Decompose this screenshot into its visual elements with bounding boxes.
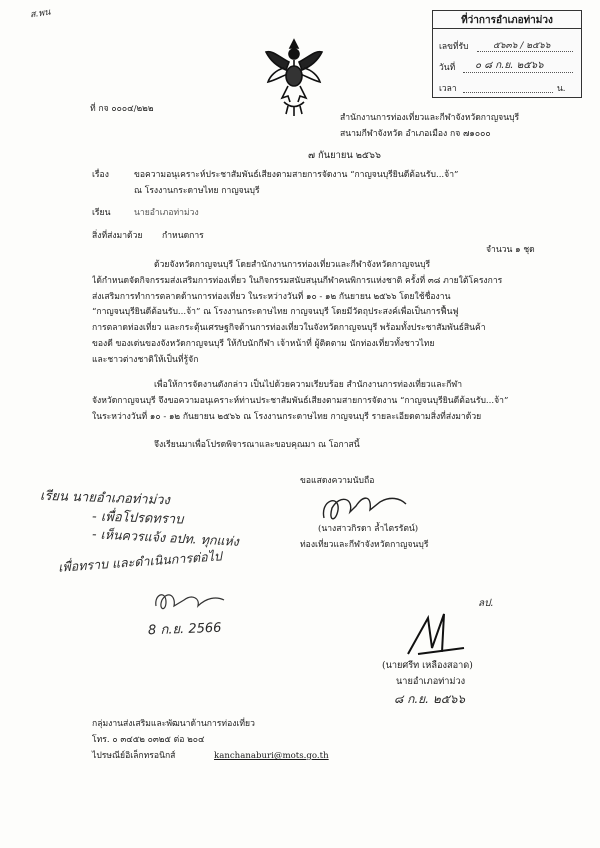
subject-line-1: ขอความอนุเคราะห์ประชาสัมพันธ์เสียงตามสายการจัดงาน “กาญจนบุรียินดีต้อนรับ...จ้า” <box>134 170 459 180</box>
corner-note: ส.พน <box>29 7 52 21</box>
stamp-receive-label: เลขที่รับ <box>439 42 469 52</box>
handwritten-initials-mark <box>150 586 230 616</box>
handwritten-note-line-4: เพื่อทราบ และดำเนินการต่อไป <box>57 548 223 575</box>
paragraph-line: ของดี ของเด่นของจังหวัดกาญจนบุรี ให้กับนักกีฬา เจ้าหน้าที่ ผู้ติดตาม นักท่องเที่ยวทั้งชาวไทย <box>92 338 435 349</box>
footer-phone: โทร. ๐ ๓๔๕๒ ๐๓๒๕ ต่อ ๒๐๔ <box>92 735 205 745</box>
approval-signature-mark <box>398 608 478 660</box>
document-date: ๗ กันยายน ๒๕๖๖ <box>308 150 381 161</box>
paragraph-line: การตลาดท่องเที่ยว และกระตุ้นเศรษฐกิจด้านการท่องเที่ยวในจังหวัดกาญจนบุรี พร้อมทั้งประชาสัมพันธ์สินค้า <box>92 323 486 334</box>
handwritten-note-line-2: - เพื่อโปรดทราบ <box>91 509 184 528</box>
paragraph-line: เพื่อให้การจัดงานดังกล่าว เป็นไปด้วยความเรียบร้อย สำนักงานการท่องเที่ยวและกีฬา <box>154 380 463 390</box>
paragraph-line: ในระหว่างวันที่ ๑๐ - ๑๒ กันยายน ๒๕๖๖ ณ โรงงานกระดาษไทย กาญจนบุรี รายละเอียดตามสิ่งที่ส่งมาด้วย <box>92 411 482 422</box>
paragraph-line: ด้วยจังหวัดกาญจนบุรี โดยสำนักงานการท่องเที่ยวและกีฬาจังหวัดกาญจนบุรี <box>154 260 431 270</box>
regards: ขอแสดงความนับถือ <box>300 476 375 486</box>
enclosure-label: สิ่งที่ส่งมาด้วย <box>92 231 143 241</box>
stamp-date: ๐ ๘ ก.ย. ๒๕๖๖ <box>475 60 544 71</box>
approval-date: ๘ ก.ย. ๒๕๖๖ <box>394 692 466 706</box>
handwritten-note-date: 8 ก.ย. 2566 <box>147 620 222 639</box>
enclosure-value: กำหนดการ <box>162 231 204 241</box>
handwritten-note-line-1: เรียน นายอำเภอท่าม่วง <box>39 488 171 509</box>
document-number: ที่ กจ ๐๐๐๔/๒๒๒ <box>90 104 154 114</box>
stamp-date-label: วันที่ <box>439 63 456 73</box>
enclosure-count: จำนวน ๑ ชุด <box>486 245 535 255</box>
stamp-title: ที่ว่าการอำเภอท่าม่วง <box>461 15 553 26</box>
approval-title: นายอำเภอท่าม่วง <box>396 676 466 687</box>
agency-line-2: สนามกีฬาจังหวัด อำเภอเมือง กจ ๗๑๐๐๐ <box>340 129 491 139</box>
subject-label: เรื่อง <box>92 170 109 180</box>
agency-line-1: สำนักงานการท่องเที่ยวและกีฬาจังหวัดกาญจนบุรี <box>340 113 520 123</box>
stamp-time-suffix: น. <box>557 84 566 94</box>
body-paragraph-1 <box>92 258 572 369</box>
signature-mark <box>310 488 420 528</box>
paragraph-line: และชาวต่างชาติให้เป็นที่รู้จัก <box>92 354 199 365</box>
signer-title: ท่องเที่ยวและกีฬาจังหวัดกาญจนบุรี <box>300 540 429 550</box>
footer-division: กลุ่มงานส่งเสริมและพัฒนาด้านการท่องเที่ยว <box>92 719 255 729</box>
handwritten-note-line-3: - เห็นควรแจ้ง อปท. ทุกแห่ง <box>91 526 240 549</box>
to-recipient: นายอำเภอท่าม่วง <box>134 208 199 218</box>
paragraph-line: ส่งเสริมการทำการตลาดด้านการท่องเที่ยว ในระหว่างวันที่ ๑๐ - ๑๒ กันยายน ๒๕๖๖ โดยใช้ชื่องาน <box>92 291 451 302</box>
subject-line-2: ณ โรงงานกระดาษไทย กาญจนบุรี <box>134 186 260 196</box>
approval-name: (นายศรีท เหลืองสอาด) <box>382 660 473 671</box>
garuda-emblem-icon <box>262 36 326 118</box>
stamp-receive-no: ๕๖๓๖ / ๒๕๖๖ <box>493 41 551 51</box>
paragraph-line: ได้กำหนดจัดกิจกรรมส่งเสริมการท่องเที่ยว ในกิจกรรมสนับสนุนกีฬาคนพิการแห่งชาติ ครั้งที่ ๓๘ ภายใต้โครงการ <box>92 275 503 286</box>
approval-initials: ลป. <box>478 598 494 609</box>
body-paragraph-2 <box>92 378 572 425</box>
receipt-stamp <box>432 10 582 98</box>
signer-name: (นางสาวกิรดา ล้ำไตรรัตน์) <box>318 524 419 534</box>
footer-email-label: ไปรษณีย์อิเล็กทรอนิกส์ <box>92 751 176 761</box>
paragraph-line: จังหวัดกาญจนบุรี จึงขอความอนุเคราะห์ท่านประชาสัมพันธ์เสียงตามสายการจัดงาน “กาญจนบุรียินดีต้อนรับ...จ้า” <box>92 395 509 406</box>
footer-email-link[interactable]: kanchanaburi@mots.go.th <box>214 751 329 761</box>
to-label: เรียน <box>92 208 111 218</box>
closing-line: จึงเรียนมาเพื่อโปรดพิจารณาและขอบคุณมา ณ โอกาสนี้ <box>154 440 360 450</box>
paragraph-line: “กาญจนบุรียินดีต้อนรับ...จ้า” ณ โรงงานกระดาษไทย กาญจนบุรี โดยมีวัตถุประสงค์เพื่อเป็นการฟื้นฟู <box>92 307 459 318</box>
stamp-time-label: เวลา <box>439 84 457 94</box>
